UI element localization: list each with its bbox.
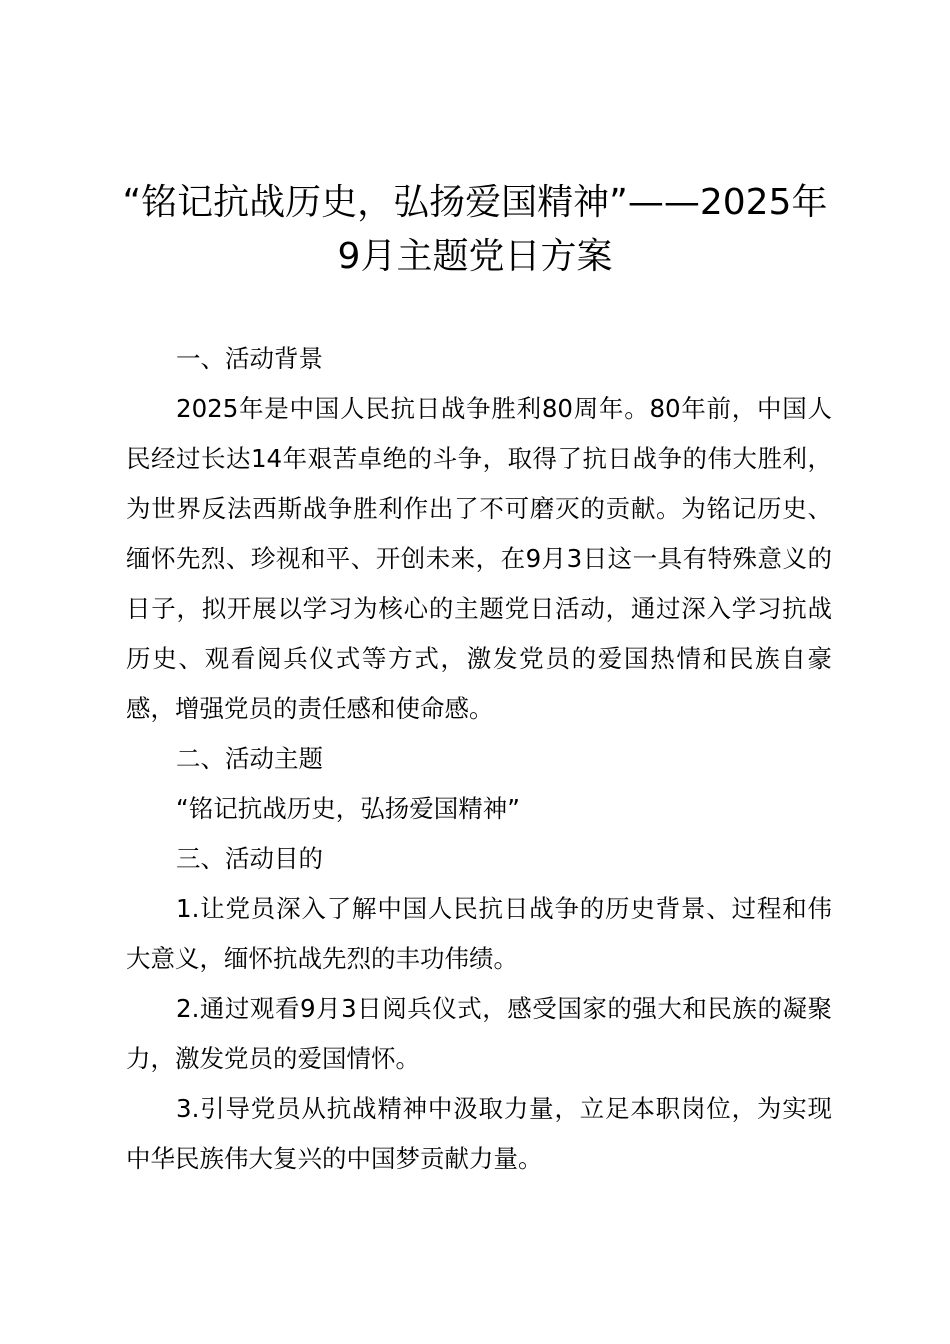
purpose-item-3: 3.引导党员从抗战精神中汲取力量，立足本职岗位，为实现中华民族伟大复兴的中国梦贡献力量。 (126, 1094, 832, 1173)
document-title-line-1: “铭记抗战历史，弘扬爱国精神”——2025年 (122, 182, 828, 223)
section-heading-background: 一、活动背景 (176, 344, 323, 373)
document-title-line-2: 9月主题党日方案 (337, 236, 613, 277)
purpose-item-2: 2.通过观看9月3日阅兵仪式，感受国家的强大和民族的凝聚力，激发党员的爱国情怀。 (126, 994, 832, 1073)
document-body (126, 334, 832, 1184)
paragraph-theme: “铭记抗战历史，弘扬爱国精神” (176, 794, 520, 823)
purpose-item-1: 1.让党员深入了解中国人民抗日战争的历史背景、过程和伟大意义，缅怀抗战先烈的丰功伟绩。 (126, 894, 832, 973)
paragraph-background: 2025年是中国人民抗日战争胜利80周年。80年前，中国人民经过长达14年艰苦卓绝的斗争，取得了抗日战争的伟大胜利，为世界反法西斯战争胜利作出了不可磨灭的贡献。为铭记历史、缅怀先烈、珍视和平、开创未来，在9月3日这一具有特殊意义的日子，拟开展以学习为核心的主题党日活动，通过深入学习抗战历史、观看阅兵仪式等方式，激发党员的爱国热情和民族自豪感，增强党员的责任感和使命感。 (126, 394, 832, 723)
section-heading-purpose: 三、活动目的 (176, 844, 323, 873)
section-heading-theme: 二、活动主题 (176, 744, 323, 773)
